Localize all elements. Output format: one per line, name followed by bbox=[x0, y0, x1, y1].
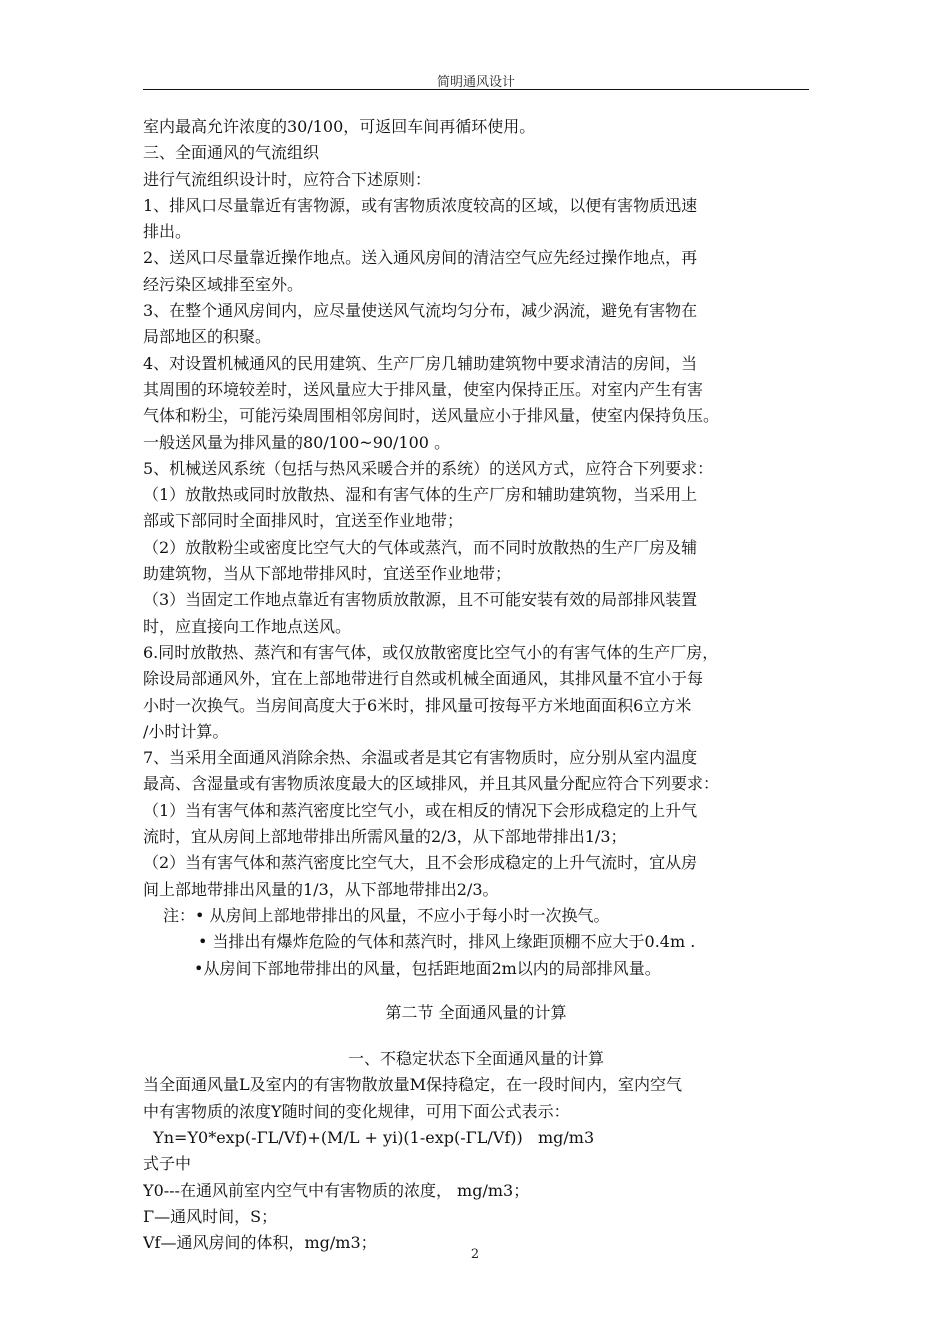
text-line: 7、当采用全面通风消除余热、余温或者是其它有害物质时，应分别从室内温度 bbox=[143, 748, 698, 768]
text-line: 经污染区域排至室外。 bbox=[143, 274, 304, 294]
text-line: 室内最高允许浓度的30/100，可返回车间再循环使用。 bbox=[143, 117, 536, 136]
text-line: 1、排风口尽量靠近有害物源，或有害物质浓度较高的区域，以便有害物质迅速 bbox=[143, 195, 698, 215]
text-line: 最高、含湿量或有害物质浓度最大的区域排风，并且其风量分配应符合下列要求： bbox=[143, 774, 720, 794]
text-line: 助建筑物，当从下部地带排风时，宜送至作业地带； bbox=[143, 564, 512, 584]
page-header-title: 简明通风设计 bbox=[436, 75, 515, 90]
note-line: • 当排出有爆炸危险的气体和蒸汽时，排风上缘距顶棚不应大于0.4m . bbox=[198, 932, 696, 952]
text-line: Γ—通风时间，S； bbox=[143, 1206, 278, 1226]
text-line: （2）当有害气体和蒸汽密度比空气大，且不会形成稳定的上升气流时，宜从房 bbox=[143, 853, 698, 873]
text-line: 4、对设置机械通风的民用建筑、生产厂房几辅助建筑物中要求清洁的房间，当 bbox=[143, 353, 698, 373]
text-line: 中有害物质的浓度Y随时间的变化规律，可用下面公式表示： bbox=[143, 1101, 570, 1121]
text-line: 当全面通风量L及室内的有害物散放量M保持稳定，在一段时间内，室内空气 bbox=[143, 1075, 683, 1095]
text-line: 一般送风量为排风量的80/100~90/100 。 bbox=[143, 432, 451, 452]
text-line: 5、机械送风系统（包括与热风采暖合并的系统）的送风方式，应符合下列要求： bbox=[143, 458, 714, 478]
text-line: 排出。 bbox=[143, 222, 192, 242]
text-line: 2、送风口尽量靠近操作地点。送入通风房间的清洁空气应先经过操作地点，再 bbox=[143, 248, 698, 268]
text-line: 6.同时放散热、蒸汽和有害气体，或仅放散密度比空气小的有害气体的生产厂房， bbox=[143, 642, 719, 662]
text-line: 式子中 bbox=[143, 1154, 192, 1174]
spacer bbox=[143, 982, 809, 1000]
text-line: 3、在整个通风房间内，应尽量使送风气流均匀分布，减少涡流，避免有害物在 bbox=[143, 301, 698, 321]
text-line: 进行气流组织设计时，应符合下述原则： bbox=[143, 169, 432, 189]
text-line: 部或下部同时全面排风时，宜送至作业地带； bbox=[143, 511, 464, 531]
text-line: /小时计算。 bbox=[143, 721, 229, 741]
text-line: 除设局部通风外，宜在上部地带进行自然或机械全面通风，其排风量不宜小于每 bbox=[143, 669, 704, 689]
formula-line: Yn=Y0*exp(-ΓL/Vf)+(M/L + yi)(1-exp(-ΓL/Vf)) mg/m3 bbox=[143, 1127, 595, 1147]
text-line: 小时一次换气。当房间高度大于6米时，排风量可按每平方米地面面积6立方米 bbox=[143, 695, 692, 715]
text-line: 其周围的环境较差时，送风量应大于排风量，使室内保持正压。对室内产生有害 bbox=[143, 379, 704, 399]
page-number: 2 bbox=[470, 1247, 480, 1262]
document-body bbox=[143, 114, 809, 1256]
text-line: 间上部地带排出风量的1/3，从下部地带排出2/3。 bbox=[143, 879, 499, 899]
text-line: （1）当有害气体和蒸汽密度比空气小，或在相反的情况下会形成稳定的上升气 bbox=[143, 800, 698, 820]
note-line: 注：• 从房间上部地带排出的风量，不应小于每小时一次换气。 bbox=[163, 905, 610, 925]
text-line: （3）当固定工作地点靠近有害物质放散源，且不可能安装有效的局部排风装置 bbox=[143, 590, 698, 610]
section-subtitle: 一、不稳定状态下全面通风量的计算 bbox=[347, 1049, 604, 1069]
spacer bbox=[143, 1026, 809, 1046]
text-line: （2）放散粉尘或密度比空气大的气体或蒸汽，而不同时放散热的生产厂房及辅 bbox=[143, 537, 698, 557]
text-line: Vf—通风房间的体积，mg/m3； bbox=[143, 1233, 377, 1253]
section-heading: 三、全面通风的气流组织 bbox=[143, 143, 320, 163]
text-line: 气体和粉尘，可能污染周围相邻房间时，送风量应小于排风量，使室内保持负压。 bbox=[143, 406, 720, 426]
text-line: （1）放散热或同时放散热、湿和有害气体的生产厂房和辅助建筑物，当采用上 bbox=[143, 485, 698, 505]
text-line: Y0---在通风前室内空气中有害物质的浓度， mg/m3； bbox=[143, 1180, 530, 1200]
text-line: 时，应直接向工作地点送风。 bbox=[143, 616, 352, 636]
header-rule bbox=[143, 89, 809, 90]
section-title: 第二节 全面通风量的计算 bbox=[385, 1002, 567, 1022]
text-line: 流时，宜从房间上部地带排出所需风量的2/3，从下部地带排出1/3； bbox=[143, 827, 627, 847]
text-line: 局部地区的积聚。 bbox=[143, 327, 272, 347]
note-line: •从房间下部地带排出的风量，包括距地面2m以内的局部排风量。 bbox=[194, 958, 661, 978]
